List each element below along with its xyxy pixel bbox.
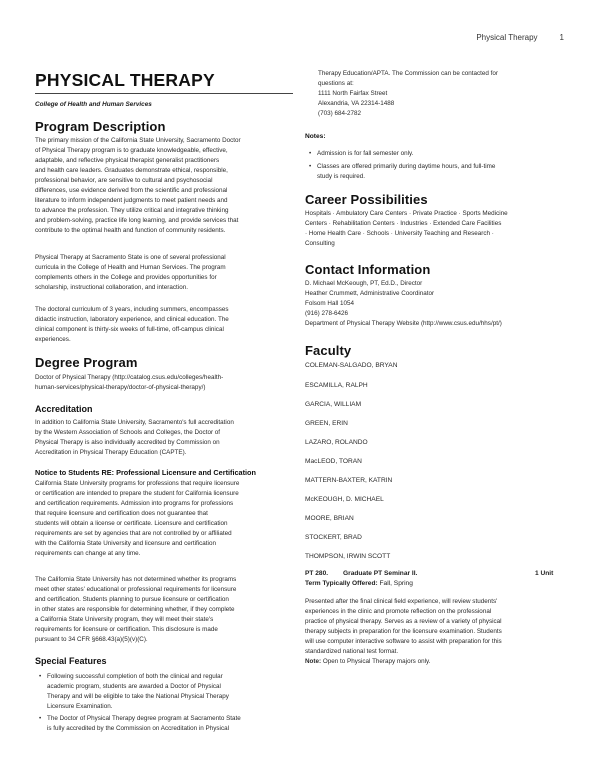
text-line: Classes are offered primarily during daytime hours, and full-time	[317, 163, 496, 170]
text-line: to advance the profession. They utilize critical and integrative thinking	[35, 207, 229, 214]
course-units: 1 Unit	[535, 570, 554, 577]
text-line: Accreditation in Physical Therapy Education (CAPTE).	[35, 449, 187, 456]
text-line: · Home Health Care · Schools · University Teaching and Research ·	[305, 230, 494, 237]
list-item	[307, 162, 569, 182]
text-line: adaptable, and reflective physical therapist generalist practitioners	[35, 157, 220, 164]
faculty-member: MacLEOD, TORAN	[305, 458, 362, 465]
text-line: and problem-solving, practice life long learning, and provide services that	[35, 217, 239, 224]
text-line: scholarship, instructional collaboration, and interaction.	[35, 284, 188, 291]
text-line: Folsom Hall 1054	[305, 300, 354, 307]
faculty-member: STOCKERT, BRAD	[305, 534, 362, 541]
text-line: professional behavior, are sensitive to cultural and psychosocial	[35, 177, 213, 184]
text-line: and certification. Students planning to pursue licensure or certification	[35, 596, 229, 603]
term-label: Term Typically Offered:	[305, 580, 378, 587]
text-line: (703) 684-2782	[318, 110, 362, 117]
text-line: complements others in the College and provides opportunities for	[35, 274, 217, 281]
text-line: requirements are set by agencies that are not controlled by or affiliated	[35, 530, 232, 537]
text-line: study is required.	[317, 173, 365, 180]
faculty-member: GREEN, ERIN	[305, 420, 348, 427]
special-features-heading: Special Features	[35, 656, 107, 666]
text-line: Therapy and will be eligible to take the National Physical Therapy	[47, 693, 229, 700]
accreditation-text	[35, 418, 234, 458]
text-line: contribute to the optimal health and function of community residents.	[35, 227, 226, 234]
text-line: D. Michael McKeough, PT, Ed.D., Director	[305, 280, 423, 287]
text-line: In addition to California State University, Sacramento's full accreditation	[35, 419, 234, 426]
text-line: The California State University has not determined whether its programs	[35, 576, 237, 583]
text-line: questions at:	[318, 80, 354, 87]
text-line: meet other states' educational or professional requirements for licensure	[35, 586, 237, 593]
text-line: or certification are intended to prepare the student for California licensure	[35, 490, 239, 497]
text-line: Therapy Education/APTA. The Commission can be contacted for	[318, 70, 499, 77]
text-line: Presented after the final clinical field experience, will review students'	[305, 598, 498, 605]
text-line: didactic instruction, laboratory experience, and clinical education. The	[35, 316, 229, 323]
text-line: 1111 North Fairfax Street	[318, 90, 388, 97]
career-text	[305, 209, 508, 249]
text-line: and health care leaders. Graduates demonstrate ethical, responsible,	[35, 167, 228, 174]
text-line: curricula in the College of Health and Human Services. The program	[35, 264, 226, 271]
faculty-member: COLEMAN-SALGADO, BRYAN	[305, 362, 398, 369]
text-line: is fully accredited by the Commission on Accreditation in Physical	[47, 725, 229, 732]
college-name: College of Health and Human Services	[35, 101, 152, 108]
career-heading: Career Possibilities	[305, 192, 428, 207]
text-line: Hospitals · Ambulatory Care Centers · Private Practice · Sports Medicine	[305, 210, 508, 217]
text-line[interactable]: Doctor of Physical Therapy (http://catalog.csus.edu/colleges/health-	[35, 374, 224, 381]
text-line: Alexandria, VA 22314-1488	[318, 100, 395, 107]
course-description	[305, 597, 502, 667]
program-description-p2	[35, 253, 226, 293]
text-line: The doctoral curriculum of 3 years, including summers, encompasses	[35, 306, 229, 313]
text-line: with the California State University and licensure and certification	[35, 540, 216, 547]
degree-program-link[interactable]	[35, 373, 223, 393]
text-line: by the Western Association of Schools and Colleges, the Doctor of	[35, 429, 221, 436]
text-line: Consulting	[305, 240, 335, 247]
running-header-title: Physical Therapy	[476, 33, 538, 42]
text-line: Following successful completion of both the clinical and regular	[47, 673, 223, 680]
text-line: and certification requirements. Admission into programs for professions	[35, 500, 234, 507]
faculty-member: MATTERN-BAXTER, KATRIN	[305, 477, 393, 484]
text-line: The primary mission of the California State University, Sacramento Doctor	[35, 137, 241, 144]
notice-p2	[35, 575, 236, 645]
course-name: Graduate PT Seminar II.	[343, 570, 418, 577]
faculty-member: LAZARO, ROLANDO	[305, 439, 368, 446]
text-line: requirements can change at any time.	[35, 550, 141, 557]
text-line: literature to inform independent judgments to meet patient needs and	[35, 197, 228, 204]
text-line: will use computer interactive software to assist with preparation for this	[305, 638, 502, 645]
note-value: Open to Physical Therapy majors only.	[321, 658, 431, 665]
text-line: pursuant to 34 CFR §668.43(a)(5)(v)(C).	[35, 636, 148, 643]
term-value: Fall, Spring	[377, 580, 413, 587]
degree-program-heading: Degree Program	[35, 355, 138, 370]
contact-heading: Contact Information	[305, 262, 431, 277]
text-line: in other states are responsible for determining whether, if they complete	[35, 606, 235, 613]
text-line: California State University programs for professions that require licensure	[35, 480, 240, 487]
department-website-link[interactable]: Department of Physical Therapy Website (http://www.csus.edu/hhs/pt/)	[305, 320, 502, 327]
text-line: experiences in the clinic and promote reflection on the professional	[305, 608, 492, 615]
contact-text	[305, 279, 502, 329]
notice-p1	[35, 479, 239, 559]
faculty-member: THOMPSON, IRWIN SCOTT	[305, 553, 391, 560]
text-line: standardized national test format.	[305, 648, 399, 655]
list-item	[37, 714, 299, 734]
text-line: academic program, students are awarded a Doctor of Physical	[47, 683, 221, 690]
note-label: Note:	[305, 658, 322, 665]
text-line: Centers · Rehabilitation Centers · Industries · Extended Care Facilities	[305, 220, 502, 227]
accreditation-continuation	[318, 69, 498, 119]
text-line: Physical Therapy at Sacramento State is one of several professional	[35, 254, 226, 261]
list-item	[307, 149, 569, 159]
text-line: (916) 278-6426	[305, 310, 349, 317]
text-line: of Physical Therapy program is to graduate knowledgeable, effective,	[35, 147, 228, 154]
faculty-member: McKEOUGH, D. MICHAEL	[305, 496, 384, 503]
accreditation-heading: Accreditation	[35, 404, 93, 414]
text-line: The Doctor of Physical Therapy degree program at Sacramento State	[47, 715, 241, 722]
course-note	[305, 657, 502, 667]
notes-heading: Notes:	[305, 133, 326, 140]
list-item	[37, 672, 299, 712]
text-line: differences, use evidence derived from the scientific and professional	[35, 187, 228, 194]
text-line: requirements for licensure or certification. This disclosure is made	[35, 626, 218, 633]
faculty-member: MOORE, BRIAN	[305, 515, 354, 522]
program-description-p1	[35, 136, 241, 236]
text-line: Admission is for fall semester only.	[317, 150, 414, 157]
text-line: clinical component is thirty-six weeks of full-time, off-campus clinical	[35, 326, 224, 333]
text-line: Heather Crummett, Administrative Coordinator	[305, 290, 435, 297]
text-line: a California State University program, they will meet their state's	[35, 616, 214, 623]
text-line: Physical Therapy is also individually accredited by Commission on	[35, 439, 220, 446]
text-line: Licensure Examination.	[47, 703, 113, 710]
text-line: students will obtain a license or certificate. Licensure and certification	[35, 520, 228, 527]
text-line[interactable]: human-services/physical-therapy/doctor-of-physical-therapy/)	[35, 384, 206, 391]
text-line: that require licensure and certification does not guarantee that	[35, 510, 208, 517]
special-features-list	[37, 672, 299, 734]
faculty-member: ESCAMILLA, RALPH	[305, 382, 368, 389]
notice-heading: Notice to Students RE: Professional Licensure and Certification	[35, 468, 256, 477]
text-line: practice of physical therapy. Serves as a review of a variety of physical	[305, 618, 502, 625]
page-number: 1	[559, 33, 564, 42]
notes-list	[307, 149, 569, 182]
course-code: PT 280.	[305, 570, 329, 577]
faculty-member: GARCIA, WILLIAM	[305, 401, 362, 408]
text-line: therapy subjects in preparation for the licensure examination. Students	[305, 628, 502, 635]
course-term	[305, 580, 413, 587]
page-title: PHYSICAL THERAPY	[35, 70, 215, 90]
text-line: experiences.	[35, 336, 71, 343]
program-description-p3	[35, 305, 229, 345]
faculty-heading: Faculty	[305, 343, 352, 358]
running-header	[476, 33, 564, 42]
title-rule	[35, 93, 293, 94]
program-description-heading: Program Description	[35, 119, 166, 134]
